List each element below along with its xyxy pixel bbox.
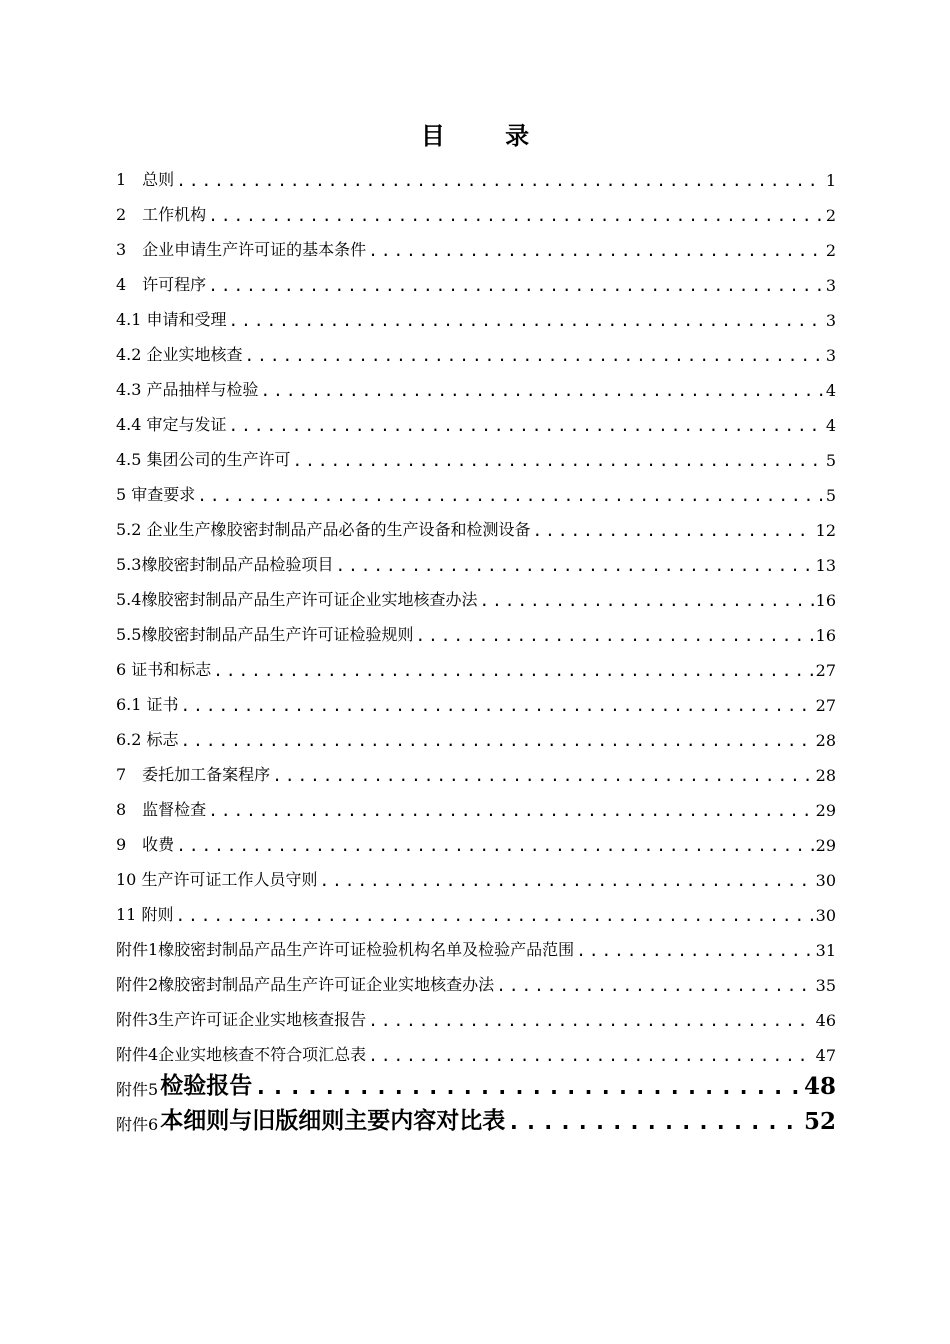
toc-entry[interactable] bbox=[116, 890, 836, 925]
toc-entry[interactable] bbox=[116, 610, 836, 645]
page-title: 目 录 bbox=[420, 121, 556, 150]
leader-dots bbox=[208, 276, 824, 295]
leader-dots bbox=[261, 381, 824, 400]
toc-entry-page: 28 bbox=[815, 766, 836, 785]
leader-dots bbox=[507, 1110, 802, 1135]
leader-dots bbox=[208, 801, 813, 820]
toc-entry-label: 附件3生产许可证企业实地核查报告 bbox=[116, 1010, 367, 1029]
toc-entry[interactable] bbox=[116, 155, 836, 190]
leader-dots bbox=[229, 311, 824, 330]
toc-entry-page: 27 bbox=[815, 696, 836, 715]
toc-entry[interactable] bbox=[116, 540, 836, 575]
toc-entry-page: 1 bbox=[825, 171, 836, 190]
toc-entry-label: 2 工作机构 bbox=[116, 205, 207, 224]
toc-entry-page: 52 bbox=[803, 1108, 836, 1135]
toc-entry-label: 5.4橡胶密封制品产品生产许可证企业实地核查办法 bbox=[116, 590, 478, 609]
leader-dots bbox=[181, 731, 814, 750]
toc-entry-label: 8 监督检查 bbox=[116, 800, 207, 819]
toc-entry-label: 附件2橡胶密封制品产品生产许可证企业实地核查办法 bbox=[116, 975, 495, 994]
toc-entry-prefix: 附件5 bbox=[116, 1080, 159, 1099]
toc-entry-label: 4.1 申请和受理 bbox=[116, 310, 227, 329]
toc-entry-page: 3 bbox=[825, 346, 836, 365]
toc-entry-label: 检验报告 bbox=[160, 1072, 253, 1099]
toc-entry-page: 12 bbox=[815, 521, 836, 540]
toc-entry[interactable] bbox=[116, 960, 836, 995]
toc-entry-page: 30 bbox=[815, 906, 836, 925]
leader-dots bbox=[245, 346, 824, 365]
toc-entry-label: 4.5 集团公司的生产许可 bbox=[116, 450, 291, 469]
toc-entry-label: 附件1橡胶密封制品产品生产许可证检验机构名单及检验产品范围 bbox=[116, 940, 575, 959]
toc-entry-large[interactable] bbox=[116, 1100, 836, 1135]
toc-entry-label: 5.5橡胶密封制品产品生产许可证检验规则 bbox=[116, 625, 414, 644]
toc-entry[interactable] bbox=[116, 645, 836, 680]
toc-entry-page: 31 bbox=[815, 941, 836, 960]
toc-entry[interactable] bbox=[116, 400, 836, 435]
toc-entry-label: 9 收费 bbox=[116, 835, 175, 854]
leader-dots bbox=[208, 206, 824, 225]
table-of-contents bbox=[116, 155, 836, 1135]
leader-dots bbox=[175, 906, 813, 925]
toc-entry[interactable] bbox=[116, 435, 836, 470]
leader-dots bbox=[496, 976, 813, 995]
toc-entry-page: 16 bbox=[815, 626, 836, 645]
toc-entry[interactable] bbox=[116, 505, 836, 540]
toc-entry-label: 3 企业申请生产许可证的基本条件 bbox=[116, 240, 367, 259]
toc-entry-page: 2 bbox=[825, 206, 836, 225]
toc-entry-label: 4.2 企业实地核查 bbox=[116, 345, 243, 364]
toc-entry-page: 29 bbox=[815, 836, 836, 855]
leader-dots bbox=[335, 556, 813, 575]
toc-entry[interactable] bbox=[116, 190, 836, 225]
toc-entry-label: 5.2 企业生产橡胶密封制品产品必备的生产设备和检测设备 bbox=[116, 520, 531, 539]
toc-entry[interactable] bbox=[116, 1030, 836, 1065]
toc-entry[interactable] bbox=[116, 470, 836, 505]
leader-dots bbox=[368, 1046, 813, 1065]
toc-entry-page: 29 bbox=[815, 801, 836, 820]
toc-entry-label: 4.4 审定与发证 bbox=[116, 415, 227, 434]
toc-entry-page: 3 bbox=[825, 276, 836, 295]
toc-entry-page: 4 bbox=[825, 381, 836, 400]
leader-dots bbox=[533, 521, 814, 540]
leader-dots bbox=[176, 836, 813, 855]
toc-entry-label: 6 证书和标志 bbox=[116, 660, 212, 679]
toc-entry[interactable] bbox=[116, 680, 836, 715]
leader-dots bbox=[479, 591, 813, 610]
toc-entry[interactable] bbox=[116, 575, 836, 610]
leader-dots bbox=[254, 1075, 802, 1100]
toc-entry-page: 28 bbox=[815, 731, 836, 750]
toc-entry-label: 1 总则 bbox=[116, 170, 175, 189]
leader-dots bbox=[368, 1011, 813, 1030]
toc-entry-label: 6.1 证书 bbox=[116, 695, 179, 714]
toc-entry-page: 48 bbox=[803, 1073, 836, 1100]
toc-entry-label: 10 生产许可证工作人员守则 bbox=[116, 870, 318, 889]
toc-entry[interactable] bbox=[116, 820, 836, 855]
leader-dots bbox=[576, 941, 813, 960]
toc-entry-label: 11 附则 bbox=[116, 905, 174, 924]
toc-entry[interactable] bbox=[116, 925, 836, 960]
toc-entry-page: 27 bbox=[815, 661, 836, 680]
toc-entry-prefix: 附件6 bbox=[116, 1115, 159, 1134]
toc-entry-label: 5 审查要求 bbox=[116, 485, 196, 504]
leader-dots bbox=[229, 416, 824, 435]
toc-entry-page: 30 bbox=[815, 871, 836, 890]
toc-entry-label: 4.3 产品抽样与检验 bbox=[116, 380, 259, 399]
toc-entry-large[interactable] bbox=[116, 1065, 836, 1100]
leader-dots bbox=[319, 871, 813, 890]
leader-dots bbox=[368, 241, 824, 260]
toc-entry-page: 46 bbox=[815, 1011, 836, 1030]
leader-dots bbox=[272, 766, 813, 785]
toc-entry[interactable] bbox=[116, 855, 836, 890]
toc-entry-label: 4 许可程序 bbox=[116, 275, 207, 294]
toc-entry-page: 35 bbox=[815, 976, 836, 995]
toc-entry-label: 附件4企业实地核查不符合项汇总表 bbox=[116, 1045, 367, 1064]
toc-entry-page: 4 bbox=[825, 416, 836, 435]
toc-entry-page: 13 bbox=[815, 556, 836, 575]
toc-entry-page: 47 bbox=[815, 1046, 836, 1065]
toc-entry[interactable] bbox=[116, 715, 836, 750]
toc-entry[interactable] bbox=[116, 295, 836, 330]
toc-entry[interactable] bbox=[116, 750, 836, 785]
leader-dots bbox=[197, 486, 824, 505]
toc-entry-label: 6.2 标志 bbox=[116, 730, 179, 749]
toc-entry-page: 16 bbox=[815, 591, 836, 610]
toc-entry-page: 3 bbox=[825, 311, 836, 330]
toc-entry-label: 5.3橡胶密封制品产品检验项目 bbox=[116, 555, 334, 574]
toc-entry-page: 2 bbox=[825, 241, 836, 260]
leader-dots bbox=[176, 171, 824, 190]
leader-dots bbox=[213, 661, 813, 680]
toc-entry-page: 5 bbox=[825, 451, 836, 470]
toc-entry[interactable] bbox=[116, 995, 836, 1030]
toc-entry-page: 5 bbox=[825, 486, 836, 505]
toc-entry[interactable] bbox=[116, 365, 836, 400]
leader-dots bbox=[181, 696, 814, 715]
toc-entry-label: 本细则与旧版细则主要内容对比表 bbox=[160, 1107, 506, 1134]
toc-entry[interactable] bbox=[116, 225, 836, 260]
toc-entry[interactable] bbox=[116, 330, 836, 365]
toc-entry[interactable] bbox=[116, 785, 836, 820]
toc-entry[interactable] bbox=[116, 260, 836, 295]
leader-dots bbox=[415, 626, 813, 645]
toc-entry-label: 7 委托加工备案程序 bbox=[116, 765, 271, 784]
leader-dots bbox=[293, 451, 824, 470]
